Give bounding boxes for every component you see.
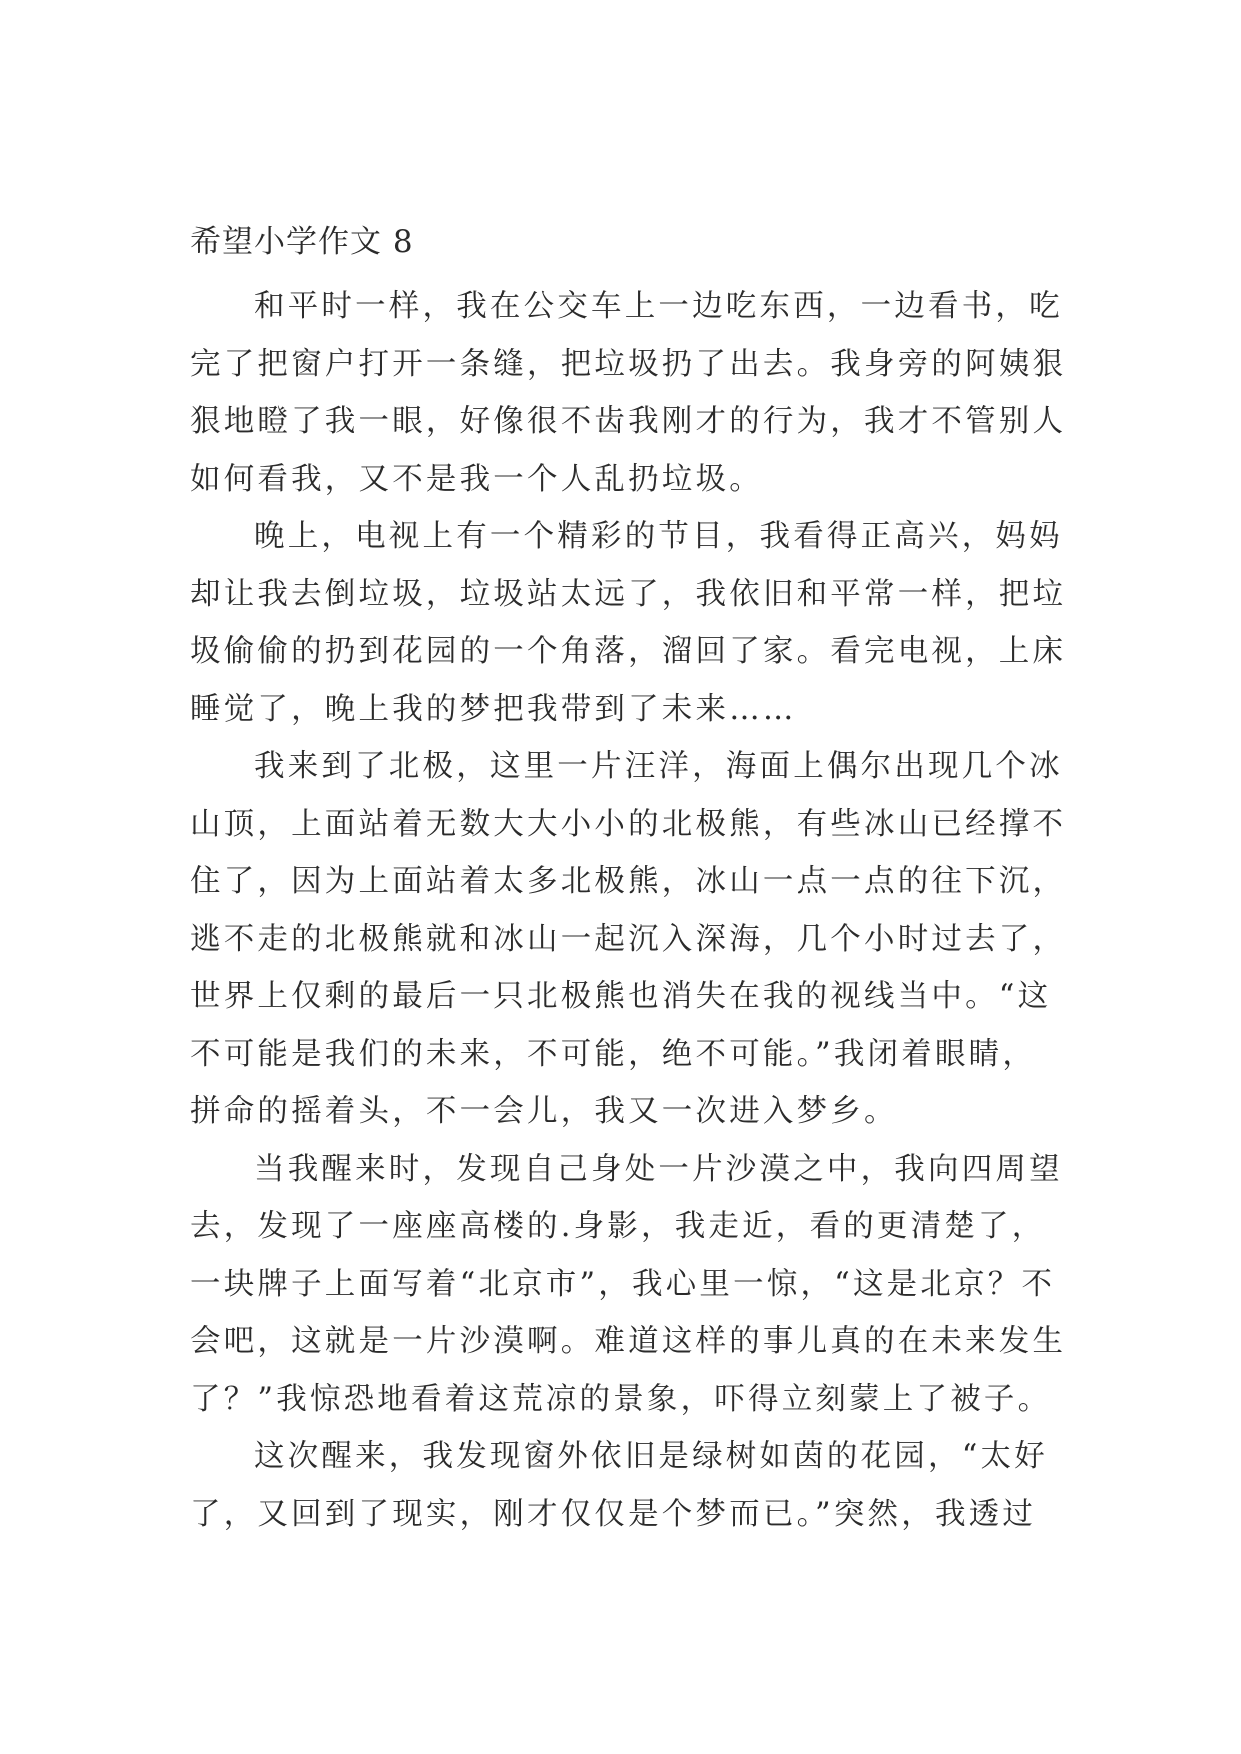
text-line: 和平时一样，我在公交车上一边吃东西，一边看书，吃 — [254, 289, 1063, 324]
text-line: 住了，因为上面站着太多北极熊，冰山一点一点的往下沉， — [190, 864, 1067, 899]
document-body — [190, 224, 1067, 1543]
paragraph — [190, 738, 1067, 1141]
text-line: 这次醒来，我发现窗外依旧是绿树如茵的花园，“太好 — [254, 1439, 1048, 1474]
paragraph — [190, 278, 1067, 508]
text-line: 如何看我，又不是我一个人乱扔垃圾。 — [190, 461, 763, 497]
text-line: 逃不走的北极熊就和冰山一起沉入深海，几个小时过去了， — [190, 921, 1067, 957]
text-line: 了？”我惊恐地看着这荒凉的景象，吓得立刻蒙上了被子。 — [190, 1381, 1052, 1417]
text-line: 不可能是我们的未来，不可能，绝不可能。”我闭着眼睛， — [190, 1036, 1037, 1072]
text-line: 我来到了北极，这里一片汪洋，海面上偶尔出现几个冰 — [254, 749, 1063, 784]
text-line: 晚上，电视上有一个精彩的节目，我看得正高兴，妈妈 — [254, 519, 1063, 554]
text-line: 世界上仅剩的最后一只北极熊也消失在我的视线当中。“这 — [190, 979, 1052, 1014]
text-line: 睡觉了，晚上我的梦把我带到了未来…… — [190, 691, 797, 727]
text-line: 山顶，上面站着无数大大小小的北极熊，有些冰山已经撑不 — [190, 806, 1067, 842]
paragraph — [190, 508, 1067, 738]
text-line: 去，发现了一座座高楼的.身影，我走近，看的更清楚了， — [190, 1209, 1046, 1244]
text-line: 拼命的摇着头，不一会儿，我又一次进入梦乡。 — [190, 1094, 898, 1129]
text-line: 完了把窗户打开一条缝，把垃圾扔了出去。我身旁的阿姨狠 — [190, 346, 1067, 382]
text-line: 却让我去倒垃圾，垃圾站太远了，我依旧和平常一样，把垃 — [190, 576, 1067, 612]
paragraph — [190, 1428, 1060, 1543]
text-line: 一块牌子上面写着“北京市”，我心里一惊，“这是北京？不 — [190, 1266, 1056, 1302]
text-line: 了，又回到了现实，刚才仅仅是个梦而已。”突然，我透过 — [190, 1496, 1037, 1532]
text-line: 狠地瞪了我一眼，好像很不齿我刚才的行为，我才不管别人 — [190, 404, 1067, 439]
text-line: 圾偷偷的扔到花园的一个角落，溜回了家。看完电视，上床 — [190, 634, 1067, 669]
paragraph — [190, 1141, 1067, 1429]
text-line: 会吧，这就是一片沙漠啊。难道这样的事儿真的在未来发生 — [190, 1324, 1067, 1359]
document-title: 希望小学作文 8 — [190, 224, 414, 260]
text-line: 当我醒来时，发现自己身处一片沙漠之中，我向四周望 — [254, 1151, 1063, 1187]
